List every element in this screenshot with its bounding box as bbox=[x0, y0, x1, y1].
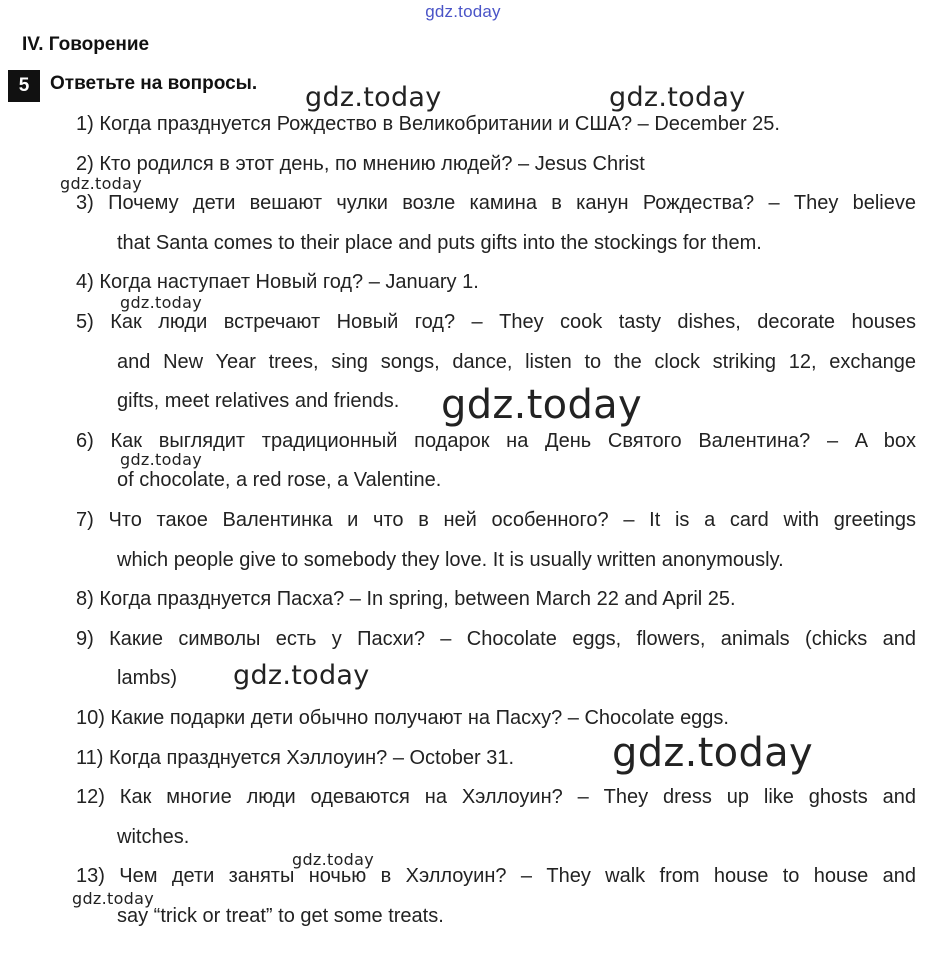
question-line: 10) Какие подарки дети обычно получают на Пасху? – Chocolate eggs. bbox=[76, 707, 729, 729]
watermark: gdz.today bbox=[120, 293, 202, 312]
answer-continuation-line: witches. bbox=[117, 826, 190, 848]
answer-continuation-line: gifts, meet relatives and friends. bbox=[117, 390, 400, 412]
watermark: gdz.today bbox=[120, 450, 202, 469]
answer-continuation-line: of chocolate, a red rose, a Valentine. bbox=[117, 469, 442, 491]
watermark: gdz.today bbox=[233, 660, 370, 691]
question-line: 7) Что такое Валентинка и что в ней особенного? – It is a card with greetings bbox=[76, 509, 916, 531]
watermark: gdz.today bbox=[441, 382, 642, 428]
answer-continuation-line: that Santa comes to their place and puts gifts into the stockings for them. bbox=[117, 232, 762, 254]
watermark: gdz.today bbox=[609, 82, 746, 113]
question-line: 11) Когда празднуется Хэллоуин? – October 31. bbox=[76, 747, 514, 769]
question-line: 1) Когда празднуется Рождество в Великобритании и США? – December 25. bbox=[76, 113, 780, 135]
question-line: 6) Как выглядит традиционный подарок на День Святого Валентина? – A box bbox=[76, 430, 916, 452]
question-line: 5) Как люди встречают Новый год? – They cook tasty dishes, decorate houses bbox=[76, 311, 916, 333]
question-line: 13) Чем дети заняты ночью в Хэллоуин? – They walk from house to house and bbox=[76, 865, 916, 887]
answer-continuation-line: which people give to somebody they love. It is usually written anonymously. bbox=[117, 549, 784, 571]
question-line: 3) Почему дети вешают чулки возле камина в канун Рождества? – They believe bbox=[76, 192, 916, 214]
task-title: Ответьте на вопросы. bbox=[50, 73, 258, 94]
watermark: gdz.today bbox=[305, 82, 442, 113]
answer-continuation-line: say “trick or treat” to get some treats. bbox=[117, 905, 444, 927]
question-line: 12) Как многие люди одеваются на Хэллоуин? – They dress up like ghosts and bbox=[76, 786, 916, 808]
question-line: 8) Когда празднуется Пасха? – In spring, between March 22 and April 25. bbox=[76, 588, 736, 610]
watermark: gdz.today bbox=[60, 174, 142, 193]
task-number-badge: 5 bbox=[8, 70, 40, 102]
section-title: IV. Говорение bbox=[22, 34, 150, 55]
question-line: 2) Кто родился в этот день, по мнению людей? – Jesus Christ bbox=[76, 153, 645, 175]
answer-continuation-line: lambs) bbox=[117, 667, 178, 689]
watermark: gdz.today bbox=[72, 889, 154, 908]
question-line: 9) Какие символы есть у Пасхи? – Chocolate eggs, flowers, animals (chicks and bbox=[76, 628, 916, 650]
answer-continuation-line: and New Year trees, sing songs, dance, listen to the clock striking 12, exchange bbox=[117, 351, 916, 373]
watermark-header: gdz.today bbox=[425, 2, 501, 21]
watermark: gdz.today bbox=[292, 850, 374, 869]
question-line: 4) Когда наступает Новый год? – January 1. bbox=[76, 271, 479, 293]
watermark: gdz.today bbox=[612, 730, 813, 776]
